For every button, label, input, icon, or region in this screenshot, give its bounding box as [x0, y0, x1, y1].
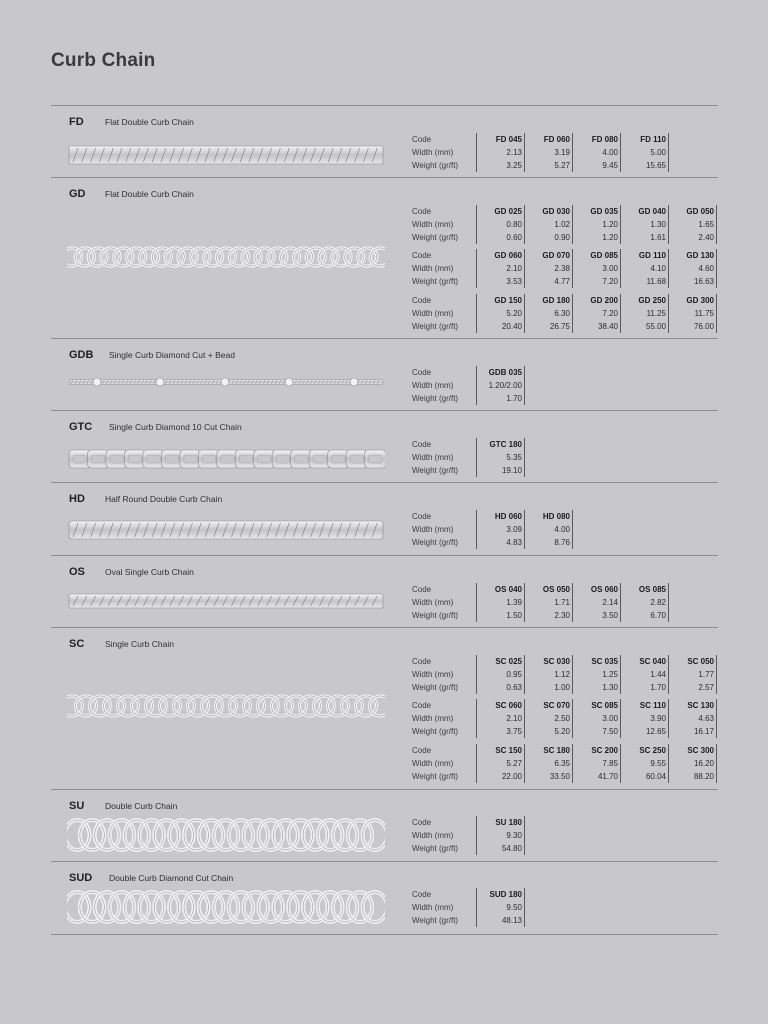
spec-row-label: Width (mm) [412, 903, 454, 912]
spec-weight: 54.80 [501, 844, 522, 853]
spec-width: 2.13 [506, 148, 522, 157]
spec-row-label: Code [412, 251, 432, 260]
section-code: GDB [69, 349, 94, 361]
spec-column [622, 249, 669, 288]
spec-row-label: Width (mm) [412, 381, 454, 390]
spec-weight: 20.40 [501, 322, 522, 331]
section-code: GD [69, 188, 86, 200]
spec-code: SC 030 [543, 657, 570, 666]
section-name: Flat Double Curb Chain [105, 117, 194, 127]
spec-code: SC 040 [639, 657, 666, 666]
spec-weight: 5.20 [554, 727, 570, 736]
spec-row-labels [412, 744, 477, 783]
spec-code: GD 040 [638, 207, 666, 216]
spec-row-label: Code [412, 207, 432, 216]
spec-width: 9.30 [506, 831, 522, 840]
spec-row-labels [412, 249, 477, 288]
spec-width: 4.10 [650, 264, 666, 273]
spec-weight: 1.20 [602, 233, 618, 242]
spec-row-label: Code [412, 368, 432, 377]
spec-weight: 41.70 [597, 772, 618, 781]
spec-weight: 60.04 [645, 772, 666, 781]
section-name: Single Curb Diamond 10 Cut Chain [109, 422, 242, 432]
spec-column [526, 249, 573, 288]
spec-weight: 11.68 [646, 277, 666, 286]
spec-weight: 1.30 [602, 683, 618, 692]
spec-row-label: Width (mm) [412, 670, 454, 679]
spec-weight: 1.70 [650, 683, 666, 692]
spec-row-label: Code [412, 585, 432, 594]
spec-width: 3.00 [602, 714, 618, 723]
spec-row-labels [412, 366, 477, 405]
half-round-chain-image [67, 519, 385, 541]
spec-weight: 9.45 [602, 161, 618, 170]
spec-row-label: Weight (gr/ft) [412, 466, 459, 475]
spec-row-label: Width (mm) [412, 525, 454, 534]
spec-width: 16.20 [693, 759, 714, 768]
spec-width: 4.60 [698, 264, 714, 273]
section-code: FD [69, 116, 84, 128]
spec-code: GTC 180 [489, 440, 522, 449]
spec-code: GD 030 [542, 207, 570, 216]
spec-code: GD 300 [686, 296, 714, 305]
spec-weight: 7.50 [602, 727, 618, 736]
spec-row-label: Code [412, 890, 432, 899]
spec-weight: 3.53 [506, 277, 522, 286]
spec-width: 1.71 [554, 598, 570, 607]
spec-code: GD 250 [638, 296, 666, 305]
spec-code: FD 080 [591, 135, 618, 144]
spec-weight: 8.76 [554, 538, 570, 547]
spec-weight: 6.70 [650, 611, 666, 620]
spec-column [574, 744, 621, 783]
spec-column [526, 744, 573, 783]
bead-chain-image [67, 375, 385, 389]
spec-weight: 55.00 [645, 322, 666, 331]
spec-width: 2.38 [554, 264, 570, 273]
spec-row-label: Weight (gr/ft) [412, 611, 459, 620]
spec-column [622, 294, 669, 333]
spec-width: 11.25 [646, 309, 666, 318]
spec-column [478, 699, 525, 738]
spec-weight: 2.40 [698, 233, 714, 242]
spec-row-label: Weight (gr/ft) [412, 844, 459, 853]
spec-column [478, 133, 525, 172]
spec-column [622, 699, 669, 738]
section-name: Double Curb Diamond Cut Chain [109, 873, 234, 883]
spec-width: 2.14 [602, 598, 618, 607]
section-name: Flat Double Curb Chain [105, 189, 194, 199]
spec-weight: 4.83 [506, 538, 522, 547]
spec-column [526, 294, 573, 333]
spec-weight: 2.57 [698, 683, 714, 692]
spec-weight: 12.65 [645, 727, 666, 736]
spec-width: 2.82 [650, 598, 666, 607]
section-name: Single Curb Diamond Cut + Bead [109, 350, 235, 360]
flat-double-curb-chain-image [67, 144, 385, 166]
spec-code: FD 045 [495, 135, 522, 144]
spec-column [574, 249, 621, 288]
spec-width: 1.20/2.00 [488, 381, 522, 390]
section-name: Double Curb Chain [105, 801, 178, 811]
spec-row-label: Width (mm) [412, 453, 454, 462]
spec-row-label: Weight (gr/ft) [412, 161, 459, 170]
spec-column [574, 294, 621, 333]
spec-column [478, 249, 525, 288]
spec-code: GDB 035 [488, 368, 522, 377]
spec-width: 3.19 [554, 148, 570, 157]
spec-column [622, 133, 669, 172]
spec-row-label: Weight (gr/ft) [412, 727, 459, 736]
spec-code: SC 085 [591, 701, 618, 710]
spec-column [478, 510, 525, 549]
spec-width: 5.35 [506, 453, 522, 462]
spec-code: GD 180 [542, 296, 570, 305]
section-hd [51, 482, 718, 556]
spec-row-labels [412, 699, 477, 738]
spec-column [670, 249, 717, 288]
spec-weight: 33.50 [549, 772, 570, 781]
spec-code: SC 130 [687, 701, 714, 710]
spec-code: GD 200 [590, 296, 618, 305]
spec-code: GD 050 [686, 207, 714, 216]
spec-column [622, 655, 669, 694]
spec-row-label: Width (mm) [412, 831, 454, 840]
spec-width: 5.20 [506, 309, 522, 318]
spec-width: 0.80 [506, 220, 522, 229]
spec-row-label: Code [412, 512, 432, 521]
spec-width: 4.00 [602, 148, 618, 157]
spec-code: GD 130 [686, 251, 714, 260]
spec-weight: 3.50 [602, 611, 618, 620]
spec-row-label: Code [412, 746, 432, 755]
spec-column [526, 655, 573, 694]
spec-width: 1.39 [506, 598, 522, 607]
spec-column [574, 699, 621, 738]
spec-row-label: Weight (gr/ft) [412, 538, 459, 547]
spec-row-labels [412, 510, 477, 549]
spec-code: SC 250 [639, 746, 666, 755]
section-name: Oval Single Curb Chain [105, 567, 194, 577]
spec-column [526, 699, 573, 738]
spec-row-label: Width (mm) [412, 598, 454, 607]
spec-column [526, 510, 573, 549]
spec-column [526, 133, 573, 172]
section-os [51, 555, 718, 628]
spec-width: 7.85 [602, 759, 618, 768]
spec-code: HD 080 [542, 512, 570, 521]
spec-column [478, 744, 525, 783]
spec-row-label: Code [412, 440, 432, 449]
spec-column [478, 583, 525, 622]
spec-row-label: Width (mm) [412, 309, 454, 318]
spec-column [478, 816, 525, 855]
spec-row-label: Weight (gr/ft) [412, 233, 459, 242]
spec-width: 5.27 [506, 759, 522, 768]
spec-weight: 16.17 [693, 727, 714, 736]
spec-weight: 0.63 [506, 683, 522, 692]
spec-weight: 3.75 [506, 727, 522, 736]
spec-row-label: Weight (gr/ft) [412, 916, 459, 925]
spec-width: 1.65 [698, 220, 714, 229]
spec-row-labels [412, 438, 477, 477]
spec-weight: 5.27 [554, 161, 570, 170]
flat-double-curb-chain-round-image [67, 246, 385, 268]
spec-row-labels [412, 816, 477, 855]
spec-weight: 38.40 [597, 322, 618, 331]
spec-code: GD 150 [494, 296, 522, 305]
spec-row-label: Code [412, 657, 432, 666]
spec-column [670, 205, 717, 244]
spec-width: 1.12 [554, 670, 570, 679]
spec-row-label: Weight (gr/ft) [412, 772, 459, 781]
spec-weight: 7.20 [602, 277, 618, 286]
section-sc [51, 627, 718, 790]
spec-row-labels [412, 655, 477, 694]
spec-weight: 26.75 [549, 322, 570, 331]
spec-row-label: Code [412, 296, 432, 305]
spec-row-label: Code [412, 135, 432, 144]
spec-width: 4.00 [554, 525, 570, 534]
spec-column [670, 655, 717, 694]
spec-code: OS 085 [638, 585, 666, 594]
spec-width: 1.77 [698, 670, 714, 679]
spec-column [526, 205, 573, 244]
spec-weight: 1.70 [506, 394, 522, 403]
spec-weight: 15.65 [645, 161, 666, 170]
section-su [51, 789, 718, 862]
spec-width: 3.90 [650, 714, 666, 723]
spec-code: OS 050 [542, 585, 570, 594]
spec-code: SC 025 [495, 657, 522, 666]
spec-code: GD 060 [494, 251, 522, 260]
spec-column [670, 744, 717, 783]
spec-code: SC 050 [687, 657, 714, 666]
spec-column [478, 655, 525, 694]
spec-row-label: Code [412, 701, 432, 710]
spec-width: 6.30 [554, 309, 570, 318]
section-gdb [51, 338, 718, 411]
spec-row-labels [412, 294, 477, 333]
spec-width: 1.02 [554, 220, 570, 229]
spec-column [670, 294, 717, 333]
section-gd [51, 177, 718, 339]
spec-code: GD 110 [638, 251, 666, 260]
spec-weight: 16.63 [693, 277, 714, 286]
spec-column [622, 744, 669, 783]
spec-width: 3.09 [506, 525, 522, 534]
spec-weight: 22.00 [501, 772, 522, 781]
spec-column [574, 205, 621, 244]
double-curb-chain-image [67, 818, 385, 852]
section-code: SU [69, 800, 85, 812]
spec-column [478, 294, 525, 333]
spec-width: 3.00 [602, 264, 618, 273]
spec-width: 9.55 [650, 759, 666, 768]
spec-code: SC 110 [639, 701, 666, 710]
spec-row-labels [412, 133, 477, 172]
spec-code: FD 060 [543, 135, 570, 144]
diamond-cut-chain-image [67, 447, 385, 471]
spec-column [622, 583, 669, 622]
spec-weight: 3.25 [506, 161, 522, 170]
spec-weight: 0.60 [506, 233, 522, 242]
spec-width: 1.20 [602, 220, 618, 229]
section-gtc [51, 410, 718, 483]
spec-row-label: Width (mm) [412, 759, 454, 768]
spec-weight: 88.20 [693, 772, 714, 781]
spec-row-label: Code [412, 818, 432, 827]
section-code: SC [69, 638, 85, 650]
spec-width: 1.44 [650, 670, 666, 679]
spec-column [478, 205, 525, 244]
section-name: Half Round Double Curb Chain [105, 494, 223, 504]
spec-column [526, 583, 573, 622]
spec-weight: 1.00 [554, 683, 570, 692]
spec-column [478, 888, 525, 927]
section-code: HD [69, 493, 85, 505]
section-code: OS [69, 566, 85, 578]
spec-row-label: Width (mm) [412, 148, 454, 157]
spec-column [478, 438, 525, 477]
spec-weight: 2.30 [554, 611, 570, 620]
spec-column [622, 205, 669, 244]
section-name: Single Curb Chain [105, 639, 174, 649]
spec-code: SC 150 [495, 746, 522, 755]
spec-code: GD 070 [542, 251, 570, 260]
spec-width: 7.20 [602, 309, 618, 318]
spec-width: 4.63 [698, 714, 714, 723]
spec-width: 2.10 [506, 714, 522, 723]
spec-code: HD 060 [494, 512, 522, 521]
spec-weight: 0.90 [554, 233, 570, 242]
section-sud [51, 861, 718, 935]
spec-width: 0.95 [506, 670, 522, 679]
spec-code: SC 180 [543, 746, 570, 755]
spec-row-labels [412, 205, 477, 244]
section-code: GTC [69, 421, 93, 433]
spec-row-label: Weight (gr/ft) [412, 683, 459, 692]
spec-code: OS 060 [590, 585, 618, 594]
spec-code: GD 035 [590, 207, 618, 216]
spec-code: OS 040 [494, 585, 522, 594]
double-curb-diamond-chain-image [67, 890, 385, 924]
spec-width: 1.30 [650, 220, 666, 229]
spec-column [574, 583, 621, 622]
spec-weight: 1.61 [650, 233, 666, 242]
spec-width: 5.00 [650, 148, 666, 157]
spec-row-label: Weight (gr/ft) [412, 277, 459, 286]
spec-width: 2.10 [506, 264, 522, 273]
single-curb-chain-image [67, 694, 385, 718]
spec-code: GD 085 [590, 251, 618, 260]
spec-width: 2.50 [554, 714, 570, 723]
spec-width: 11.75 [694, 309, 714, 318]
spec-code: GD 025 [494, 207, 522, 216]
oval-curb-chain-image [67, 592, 385, 610]
spec-code: SC 060 [495, 701, 522, 710]
spec-weight: 19.10 [501, 466, 522, 475]
spec-row-label: Width (mm) [412, 264, 454, 273]
spec-row-label: Weight (gr/ft) [412, 394, 459, 403]
spec-row-label: Width (mm) [412, 714, 454, 723]
spec-code: SUD 180 [489, 890, 522, 899]
spec-width: 9.50 [506, 903, 522, 912]
spec-width: 6.35 [554, 759, 570, 768]
spec-column [574, 133, 621, 172]
spec-code: SC 200 [591, 746, 618, 755]
page-title: Curb Chain [51, 50, 156, 71]
spec-width: 1.25 [602, 670, 618, 679]
section-fd [51, 105, 718, 178]
spec-code: SC 300 [687, 746, 714, 755]
spec-code: FD 110 [640, 135, 666, 144]
spec-weight: 48.13 [501, 916, 522, 925]
spec-code: SU 180 [495, 818, 522, 827]
spec-row-labels [412, 888, 477, 927]
spec-code: SC 035 [591, 657, 618, 666]
spec-row-label: Width (mm) [412, 220, 454, 229]
spec-weight: 4.77 [554, 277, 570, 286]
spec-column [670, 699, 717, 738]
spec-row-label: Weight (gr/ft) [412, 322, 459, 331]
spec-weight: 1.50 [506, 611, 522, 620]
section-code: SUD [69, 872, 93, 884]
spec-code: SC 070 [543, 701, 570, 710]
spec-row-labels [412, 583, 477, 622]
spec-column [574, 655, 621, 694]
spec-weight: 76.00 [693, 322, 714, 331]
spec-column [478, 366, 525, 405]
